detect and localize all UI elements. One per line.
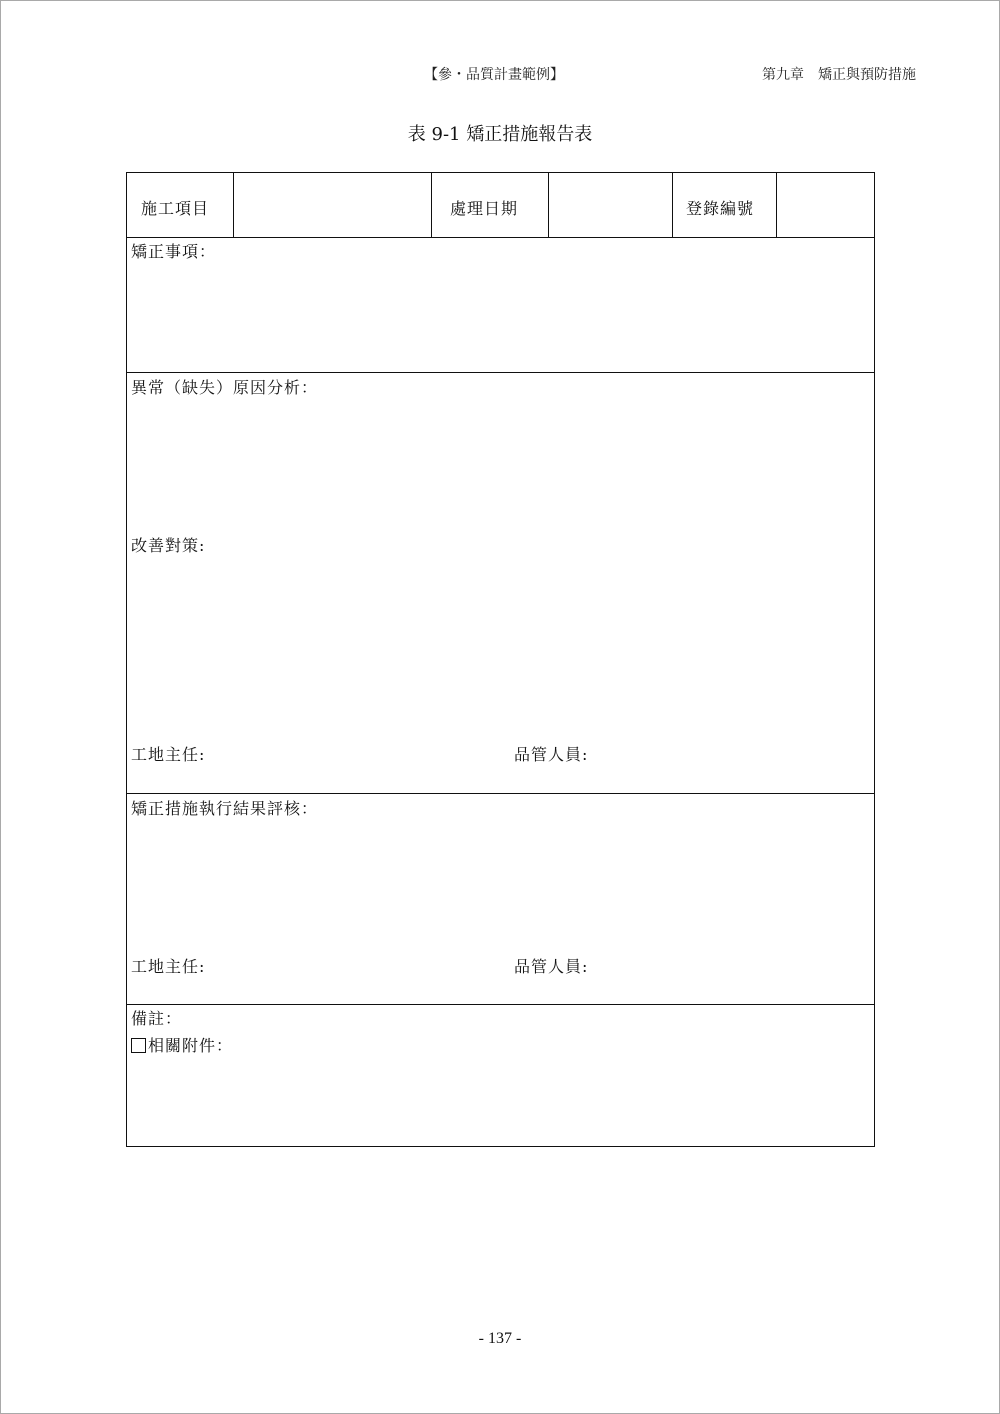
processing-date-label: 處理日期 (450, 199, 519, 218)
corrective-items-label: 矯正事項： (131, 242, 217, 261)
header-chapter-label: 第九章 矯正與預防措施 (762, 67, 916, 83)
cause-analysis-label: 異常（缺失）原因分析： (131, 378, 319, 397)
page-title: 表 9-1 矯正措施報告表 (407, 124, 593, 145)
attachment-row (131, 1033, 233, 1056)
qc-staff-label: 品管人員: (514, 745, 589, 764)
divider (127, 1004, 874, 1005)
divider (431, 173, 432, 237)
page-number: - 137 - (478, 1330, 522, 1347)
divider (127, 237, 874, 238)
corrective-action-form (126, 172, 875, 1147)
construction-item-label: 施工項目 (141, 199, 210, 218)
registration-number-label: 登錄編號 (686, 199, 755, 218)
divider (233, 173, 234, 237)
divider (672, 173, 673, 237)
site-director-label: 工地主任: (131, 957, 206, 976)
countermeasure-label: 改善對策: (131, 536, 206, 555)
divider (127, 793, 874, 794)
attachment-label: 相關附件： (148, 1036, 234, 1055)
site-director-label: 工地主任: (131, 745, 206, 764)
registration-number-field[interactable] (778, 173, 873, 237)
evaluation-label: 矯正措施執行結果評核： (131, 799, 319, 818)
qc-staff-label: 品管人員: (514, 957, 589, 976)
divider (127, 372, 874, 373)
processing-date-field[interactable] (550, 173, 671, 237)
remarks-label: 備註： (131, 1009, 183, 1028)
divider (776, 173, 777, 237)
construction-item-field[interactable] (235, 173, 430, 237)
header-section-label: 【參・品質計畫範例】 (424, 67, 564, 83)
divider (548, 173, 549, 237)
attachment-checkbox[interactable] (131, 1038, 146, 1053)
